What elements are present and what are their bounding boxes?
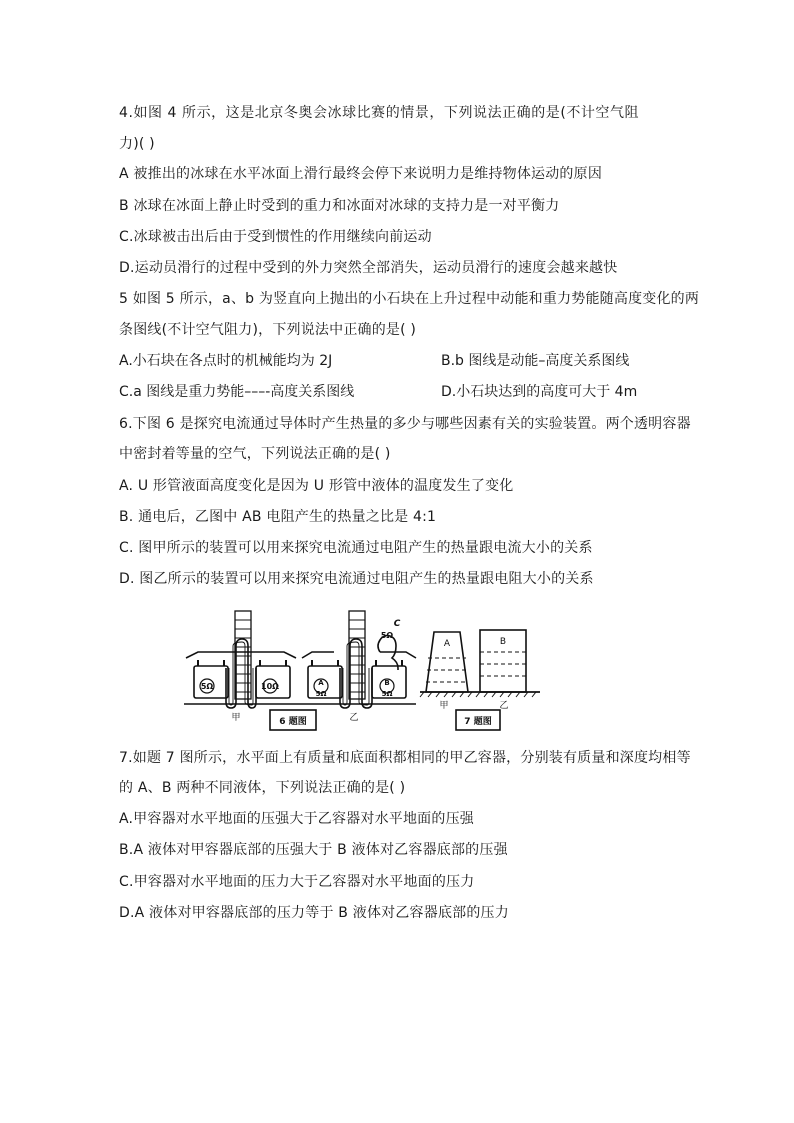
figure6-res-right: 10Ω <box>261 682 279 691</box>
figure6-label-jia: 甲 <box>231 713 241 723</box>
figure7-containers <box>420 630 540 697</box>
q4-option-d: D.运动员滑行的过程中受到的外力突然全部消失，运动员滑行的速度会越来越快 <box>119 260 618 276</box>
figure6-letter-b: B <box>384 679 390 687</box>
q4-stem-line1: 4.如图 4 所示，这是北京冬奥会冰球比赛的情景，下列说法正确的是(不计空气阻 <box>119 105 640 121</box>
q6-option-b: B. 通电后，乙图中 AB 电阻产生的热量之比是 4:1 <box>119 509 437 525</box>
q7-option-c: C.甲容器对水平地面的压力大于乙容器对水平地面的压力 <box>119 874 475 890</box>
q7-stem-line2: 的 A、B 两种不同液体，下列说法正确的是( ) <box>119 780 406 796</box>
figure7-container-b: B <box>499 637 507 647</box>
q5-option-c: C.a 图线是重力势能–––-高度关系图线 <box>119 384 355 400</box>
figure7-label-yi: 乙 <box>499 701 509 711</box>
figure6-label-yi: 乙 <box>349 713 359 723</box>
q4-stem-line2: 力)( ) <box>119 136 155 152</box>
figure6-res-left: 5Ω <box>200 682 214 691</box>
q5-option-a: A.小石块在各点时的机械能均为 2J <box>119 353 333 369</box>
q5-stem-line2: 条图线(不计空气阻力)，下列说法中正确的是( ) <box>119 322 417 338</box>
q4-option-a: A 被推出的冰球在水平冰面上滑行最终会停下来说明力是维持物体运动的原因 <box>119 166 603 182</box>
figure7-label-jia: 甲 <box>439 701 449 711</box>
figure7-container-a: A <box>443 639 451 649</box>
q5-option-b: B.b 图线是动能–高度关系图线 <box>441 353 630 369</box>
figures-6-7 <box>184 606 544 736</box>
q6-stem-line1: 6.下图 6 是探究电流通过导体时产生热量的多少与哪些因素有关的实验装置。两个透明容器 <box>119 416 691 432</box>
figure6-jia-apparatus <box>186 611 296 708</box>
q6-option-a: A. U 形管液面高度变化是因为 U 形管中液体的温度发生了变化 <box>119 478 514 494</box>
q7-option-b: B.A 液体对甲容器底部的压强大于 B 液体对乙容器底部的压强 <box>119 842 508 858</box>
figures-svg <box>184 606 544 736</box>
figure6-res-b: 5Ω <box>381 690 393 698</box>
q4-option-c: C.冰球被击出后由于受到惯性的作用继续向前运动 <box>119 229 432 245</box>
q7-stem-line1: 7.如题 7 图所示，水平面上有质量和底面积都相同的甲乙容器，分别装有质量和深度均相等 <box>119 750 691 766</box>
q5-option-d: D.小石块达到的高度可大于 4m <box>441 384 638 400</box>
q5-stem-line1: 5 如图 5 所示，a、b 为竖直向上抛出的小石块在上升过程中动能和重力势能随高度变化的两 <box>119 291 700 307</box>
q6-option-c: C. 图甲所示的装置可以用来探究电流通过电阻产生的热量跟电流大小的关系 <box>119 540 593 556</box>
q7-option-d: D.A 液体对甲容器底部的压力等于 B 液体对乙容器底部的压力 <box>119 905 509 921</box>
figure6-caption: 6 题图 <box>279 717 307 727</box>
figure6-res-a: 5Ω <box>315 690 327 698</box>
q6-option-d: D. 图乙所示的装置可以用来探究电流通过电阻产生的热量跟电阻大小的关系 <box>119 571 594 587</box>
figure6-res-c: 5Ω <box>380 631 394 640</box>
figure7-caption: 7 题图 <box>464 717 492 727</box>
figure6-letter-c: C <box>393 619 401 629</box>
q7-option-a: A.甲容器对水平地面的压强大于乙容器对水平地面的压强 <box>119 811 474 827</box>
q6-stem-line2: 中密封着等量的空气，下列说法正确的是( ) <box>119 446 391 462</box>
figure6-letter-a: A <box>318 679 324 687</box>
q4-option-b: B 冰球在冰面上静止时受到的重力和冰面对冰球的支持力是一对平衡力 <box>119 198 560 214</box>
